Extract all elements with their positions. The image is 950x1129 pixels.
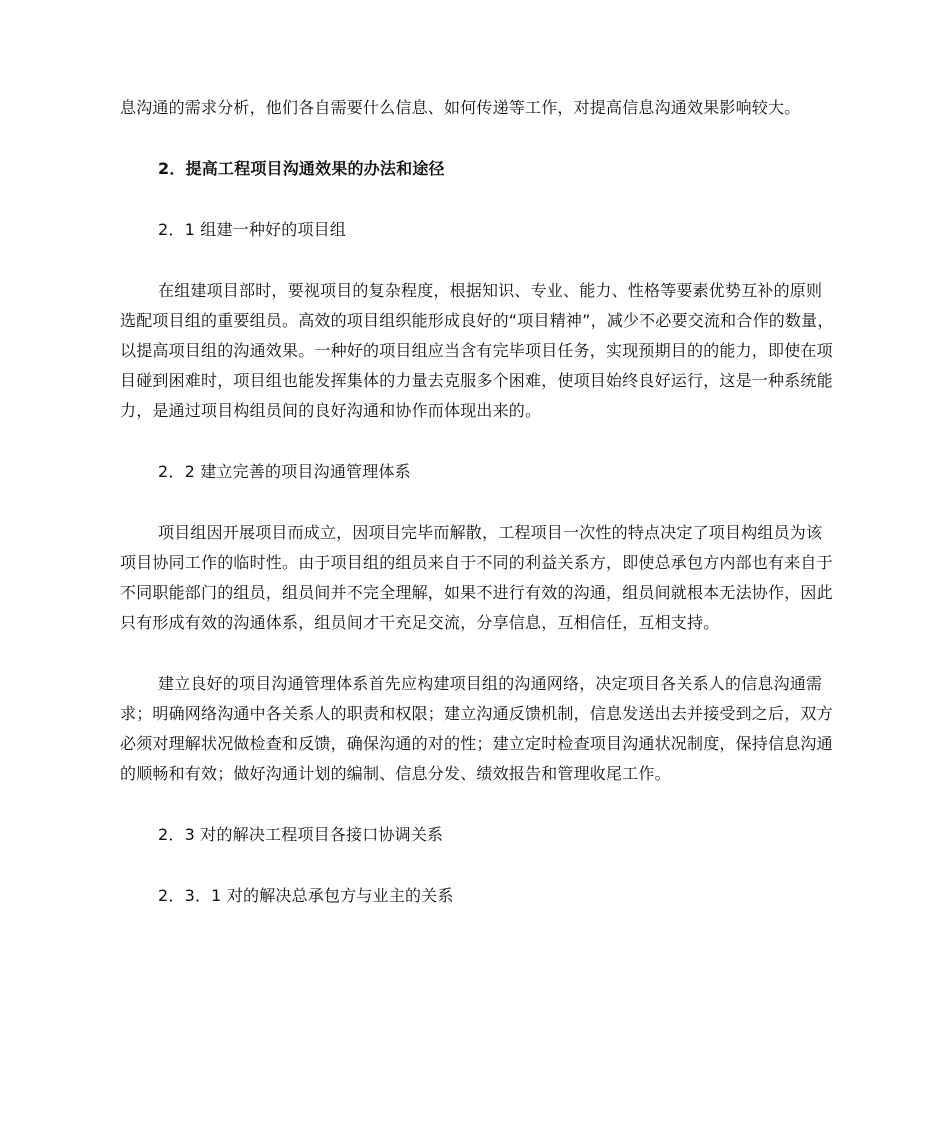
document-body — [120, 93, 835, 911]
subsection-heading-2-2: 2．2 建立完善的项目沟通管理体系 — [158, 462, 411, 481]
subsection-heading-2-3-1: 2．3．1 对的解决总承包方与业主的关系 — [158, 886, 454, 905]
paragraph-continuation: 息沟通的需求分析，他们各自需要什么信息、如何传递等工作，对提高信息沟通效果影响较大。 — [120, 98, 801, 117]
paragraph-2-1: 在组建项目部时，要视项目的复杂程度，根据知识、专业、能力、性格等要素优势互补的原则选配项目组的重要组员。高效的项目组织能形成良好的“项目精神”，减少不必要交流和合作的数量，以提高项目组的沟通效果。一种好的项目组应当含有完毕项目任务，实现预期目的的能力，即使在项目碰到困难时，项目组也能发挥集体的力量去克服多个困难，使项目始终良好运行，这是一种系统能力，是通过项目构组员间的良好沟通和协作而体现出来的。 — [120, 281, 834, 420]
section-heading-2: 2．提高工程项目沟通效果的办法和途径 — [158, 159, 445, 178]
subsection-heading-2-1: 2．1 组建一种好的项目组 — [158, 220, 347, 239]
paragraph-2-2-a: 项目组因开展项目而成立，因项目完毕而解散，工程项目一次性的特点决定了项目构组员为该项目协同工作的临时性。由于项目组的组员来自于不同的利益关系方，即使总承包方内部也有来自于不同职能部门的组员，组员间并不完全理解，如果不进行有效的沟通，组员间就根本无法协作，因此只有形成有效的沟通体系，组员间才干充足交流，分享信息，互相信任，互相支持。 — [120, 523, 833, 632]
subsection-heading-2-3: 2．3 对的解决工程项目各接口协调关系 — [158, 825, 444, 844]
paragraph-2-2-b: 建立良好的项目沟通管理体系首先应构建项目组的沟通网络，决定项目各关系人的信息沟通需求；明确网络沟通中各关系人的职责和权限；建立沟通反馈机制，信息发送出去并接受到之后，双方必须对理解状况做检查和反馈，确保沟通的对的性；建立定时检查项目沟通状况制度，保持信息沟通的顺畅和有效；做好沟通计划的编制、信息分发、绩效报告和管理收尾工作。 — [120, 674, 833, 783]
